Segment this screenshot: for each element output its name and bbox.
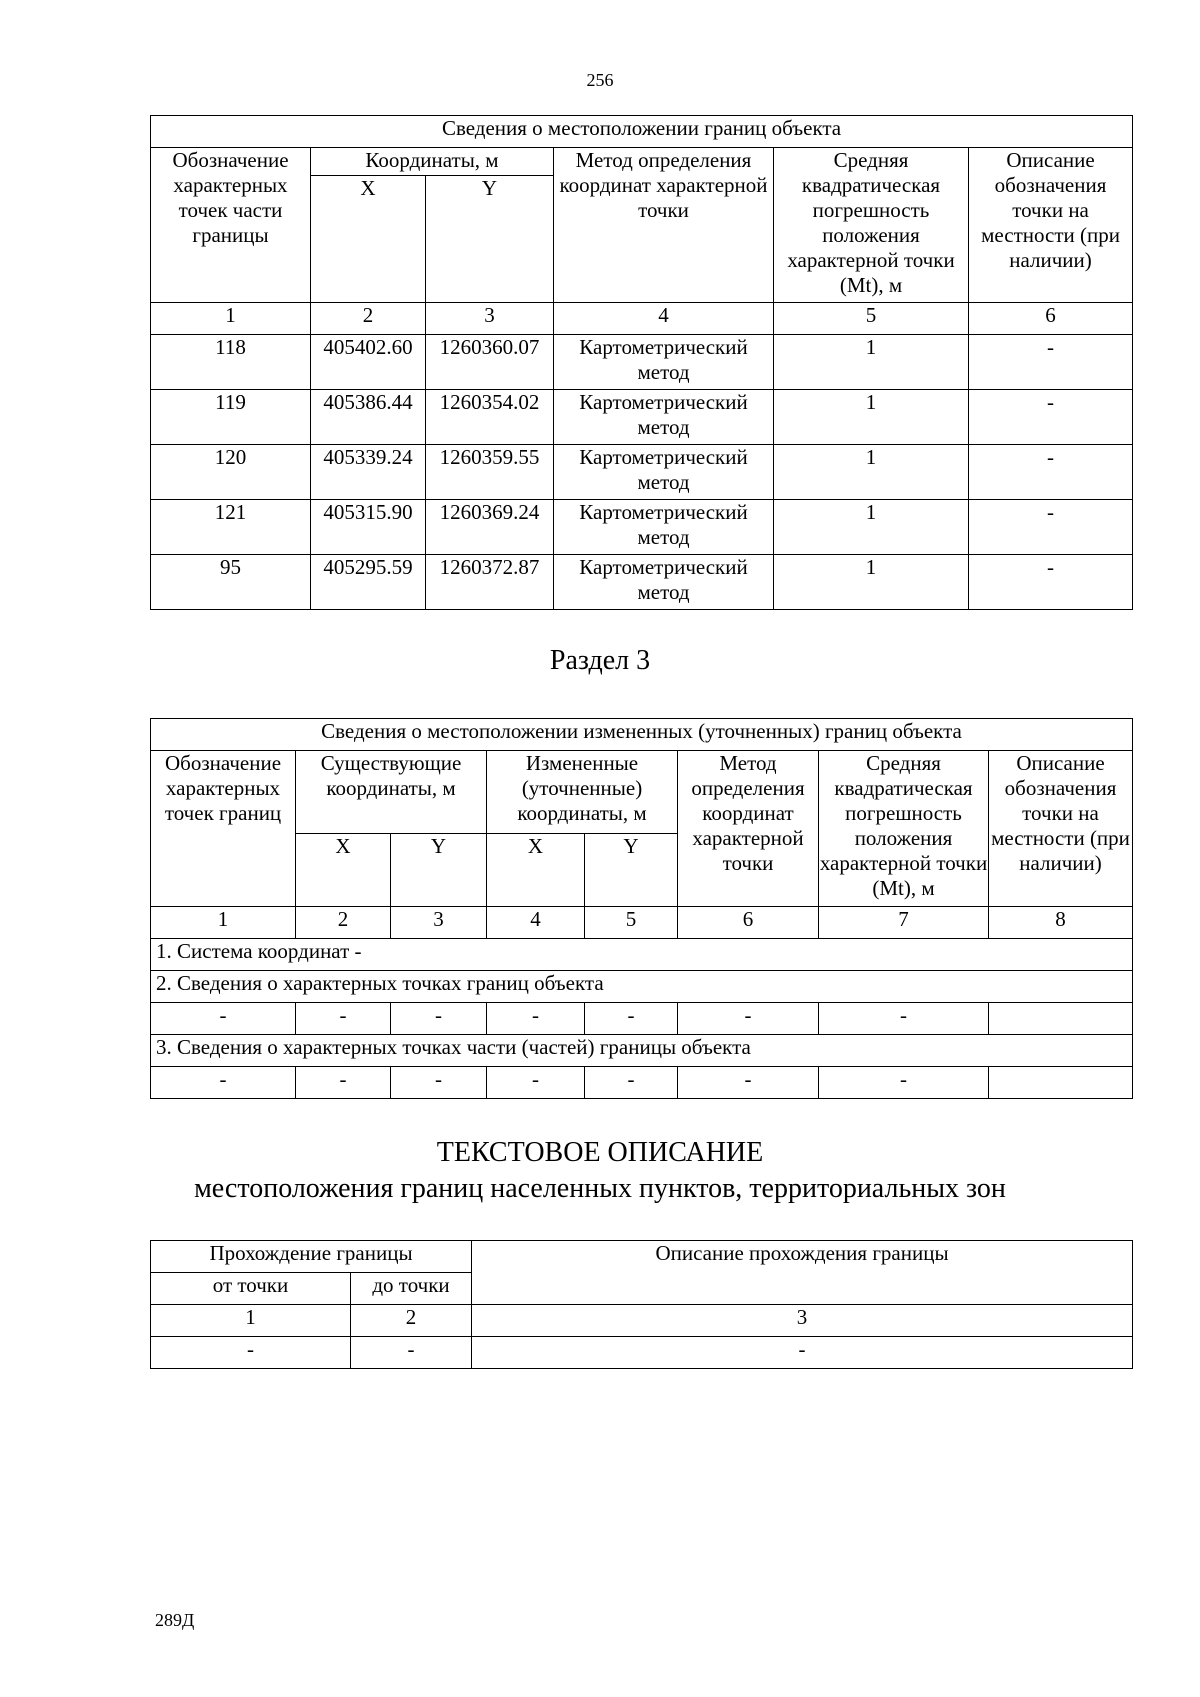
column-number: 2 <box>351 1305 472 1337</box>
table-cell: - <box>487 1003 585 1035</box>
description: - <box>969 555 1133 610</box>
description: - <box>969 445 1133 500</box>
column-number: 1 <box>151 303 311 335</box>
header-x: X <box>296 834 391 907</box>
header-y: Y <box>426 176 554 303</box>
header-y: Y <box>585 834 678 907</box>
points-section-title: 2. Сведения о характерных точках границ объекта <box>151 971 1133 1003</box>
column-number: 4 <box>554 303 774 335</box>
method: Картометрический метод <box>554 335 774 390</box>
table-caption: Сведения о местоположении границ объекта <box>151 116 1133 148</box>
method: Картометрический метод <box>554 445 774 500</box>
header-description: Описание обозначения точки на местности (при наличии) <box>969 148 1133 303</box>
coord-y: 1260354.02 <box>426 390 554 445</box>
table-row <box>151 1337 1133 1369</box>
column-number: 3 <box>426 303 554 335</box>
column-number: 4 <box>487 907 585 939</box>
error: 1 <box>774 335 969 390</box>
header-from-point: от точки <box>151 1273 351 1305</box>
table-cell <box>989 1067 1133 1099</box>
coord-x: 405315.90 <box>311 500 426 555</box>
header-description: Описание обозначения точки на местности (при наличии) <box>989 751 1133 907</box>
header-passage: Прохождение границы <box>151 1241 472 1273</box>
description: - <box>969 335 1133 390</box>
column-number: 7 <box>819 907 989 939</box>
column-number: 1 <box>151 907 296 939</box>
page-number: 256 <box>586 70 614 90</box>
column-number: 5 <box>774 303 969 335</box>
method: Картометрический метод <box>554 390 774 445</box>
table-cell: - <box>819 1067 989 1099</box>
table-cell: - <box>151 1337 351 1369</box>
header-to-point: до точки <box>351 1273 472 1305</box>
error: 1 <box>774 445 969 500</box>
table-cell: - <box>391 1003 487 1035</box>
table-cell: - <box>487 1067 585 1099</box>
column-number: 2 <box>296 907 391 939</box>
description: - <box>969 500 1133 555</box>
table-row <box>151 445 1133 500</box>
method: Картометрический метод <box>554 555 774 610</box>
point-id: 118 <box>151 335 311 390</box>
header-existing-coords: Существующие координаты, м <box>296 751 487 834</box>
boundary-points-table <box>150 115 1133 610</box>
table-cell: - <box>296 1003 391 1035</box>
point-id: 120 <box>151 445 311 500</box>
coord-x: 405339.24 <box>311 445 426 500</box>
table-cell: - <box>391 1067 487 1099</box>
header-method: Метод определения координат характерной точки <box>554 148 774 303</box>
header-error: Средняя квадратическая погрешность положения характерной точки (Mt), м <box>774 148 969 303</box>
column-number: 5 <box>585 907 678 939</box>
table-row <box>151 390 1133 445</box>
column-number: 3 <box>391 907 487 939</box>
column-number: 1 <box>151 1305 351 1337</box>
column-number: 6 <box>678 907 819 939</box>
table-caption: Сведения о местоположении измененных (уточненных) границ объекта <box>151 719 1133 751</box>
table-row <box>151 555 1133 610</box>
coord-y: 1260372.87 <box>426 555 554 610</box>
point-id: 95 <box>151 555 311 610</box>
text-description-title <box>0 1135 1200 1207</box>
boundary-passage-table <box>150 1240 1133 1369</box>
table-cell: - <box>585 1067 678 1099</box>
text-title-line2: местоположения границ населенных пунктов, территориальных зон <box>194 1173 1006 1204</box>
table-row <box>151 1003 1133 1035</box>
table-cell: - <box>585 1003 678 1035</box>
header-point: Обозначение характерных точек части границы <box>151 148 311 303</box>
parts-section-title: 3. Сведения о характерных точках части (частей) границы объекта <box>151 1035 1133 1067</box>
column-number: 3 <box>472 1305 1133 1337</box>
header-error: Средняя квадратическая погрешность положения характерной точки (Mt), м <box>819 751 989 907</box>
table-cell: - <box>472 1337 1133 1369</box>
header-x: X <box>487 834 585 907</box>
coord-y: 1260369.24 <box>426 500 554 555</box>
table-cell: - <box>151 1003 296 1035</box>
coord-x: 405386.44 <box>311 390 426 445</box>
table-cell: - <box>296 1067 391 1099</box>
error: 1 <box>774 500 969 555</box>
point-id: 121 <box>151 500 311 555</box>
header-point: Обозначение характерных точек границ <box>151 751 296 907</box>
table-cell: - <box>678 1067 819 1099</box>
column-number: 2 <box>311 303 426 335</box>
header-changed-coords: Измененные (уточненные) координаты, м <box>487 751 678 834</box>
coordinate-system-row: 1. Система координат - <box>151 939 1133 971</box>
error: 1 <box>774 390 969 445</box>
coord-y: 1260359.55 <box>426 445 554 500</box>
header-y: Y <box>391 834 487 907</box>
table-row <box>151 1067 1133 1099</box>
coord-x: 405402.60 <box>311 335 426 390</box>
changed-boundaries-table <box>150 718 1133 1099</box>
method: Картометрический метод <box>554 500 774 555</box>
table-cell: - <box>151 1067 296 1099</box>
section-title: Раздел 3 <box>549 645 651 676</box>
column-number: 6 <box>969 303 1133 335</box>
coord-x: 405295.59 <box>311 555 426 610</box>
header-method: Метод определения координат характерной точки <box>678 751 819 907</box>
point-id: 119 <box>151 390 311 445</box>
header-passage-description: Описание прохождения границы <box>472 1241 1133 1305</box>
description: - <box>969 390 1133 445</box>
table-row <box>151 335 1133 390</box>
table-cell: - <box>678 1003 819 1035</box>
column-number: 8 <box>989 907 1133 939</box>
table-row <box>151 500 1133 555</box>
table-cell <box>989 1003 1133 1035</box>
error: 1 <box>774 555 969 610</box>
document-code: 289Д <box>155 1610 195 1630</box>
table-cell: - <box>819 1003 989 1035</box>
text-title-line1: ТЕКСТОВОЕ ОПИСАНИЕ <box>436 1137 764 1168</box>
header-x: X <box>311 176 426 303</box>
header-coords: Координаты, м <box>311 148 554 176</box>
coord-y: 1260360.07 <box>426 335 554 390</box>
table-cell: - <box>351 1337 472 1369</box>
